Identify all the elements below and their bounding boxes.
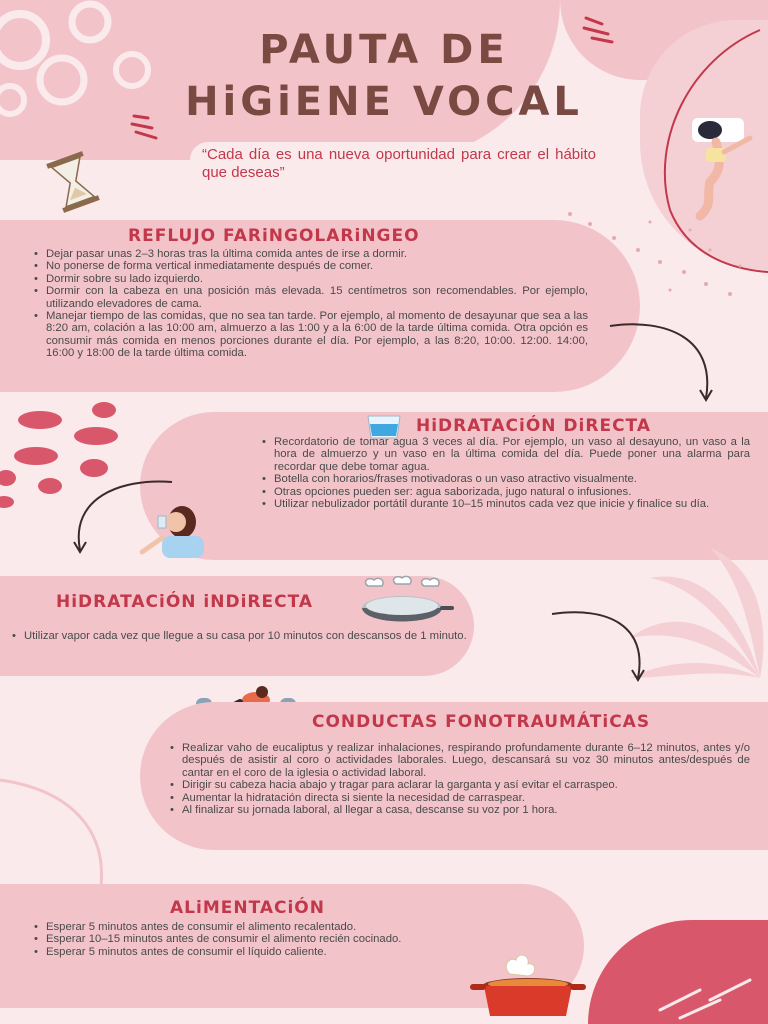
conductas-list [170,742,750,816]
directa-list [262,436,750,510]
cooking-pot-icon [470,952,590,1022]
list-item: • Botella con horarios/frases motivadoras o un vaso atractivo visualmente. [262,473,750,485]
conductas-title: CONDUCTAS FONOTRAUMÁTiCAS [312,712,651,732]
indirecta-title: HiDRATACiÓN iNDiRECTA [56,592,314,612]
list-item: • Dirigir su cabeza hacia abajo y tragar para aclarar la garganta y así evitar el carraspeo. [170,779,750,791]
list-item: • Aumentar la hidratación directa si siente la necesidad de carraspear. [170,792,750,804]
list-item: • Dormir con la cabeza en una posición más elevada. 15 centímetros son recomendables. Por ejemplo, utilizando elevadores de cama. [34,285,588,310]
reflujo-title: REFLUJO FARiNGOLARiNGEO [128,226,420,246]
list-item: • Esperar 5 minutos antes de consumir el alimento recalentado. [34,921,564,933]
alimentacion-title: ALiMENTACiÓN [170,898,325,918]
list-item: • Otras opciones pueden ser: agua saborizada, jugo natural o infusiones. [262,486,750,498]
hourglass-icon [38,152,108,212]
indirecta-list [12,630,474,642]
title-line-1: PAUTA DE [259,27,509,73]
list-item: • No ponerse de forma vertical inmediatamente después de comer. [34,260,588,272]
list-item: • Recordatorio de tomar agua 3 veces al día. Por ejemplo, un vaso al desayuno, un vaso a la hora de almuerzo y un vaso en la última comida del día. Puede poner una alarma para recordar que debe tomar agua. [262,436,750,473]
decorative-curve [0,770,120,900]
list-item: • Manejar tiempo de las comidas, que no sea tan tarde. Por ejemplo, al momento de desayunar que sea a las 8:20 am, colación a las 10:00 am, almuerzo a las 1:00 y a la 6:00 de la tarde última comida. Otra opción es consumir más comida en menos porciones durante el día. Por ejemplo, a las 8:20, 10:00. 12:00. 14:00, 16:00 y 18:00 de la tarde última comida. [34,310,588,360]
steam-pan-icon [354,576,454,632]
arrow-icon [606,318,716,408]
list-item: • Realizar vaho de eucaliptus y realizar inhalaciones, respirando profundamente durante 6–12 minutos, antes y/o después de asistir al coro o actividades laborales. Luego, descansará su voz 30 minutos antes/después de cantar en el coro de la iglesia o actividad laboral. [170,742,750,779]
list-item: • Utilizar vapor cada vez que llegue a su casa por 10 minutos con descansos de 1 minuto. [12,630,474,642]
arrow-icon [548,606,648,686]
title-line-2: HiGiENE VOCAL [185,79,583,125]
quote-box [190,142,608,202]
list-item: • Utilizar nebulizador portátil durante 10–15 minutos cada vez que inicie y finalice su día. [262,498,750,510]
drinking-woman-icon [132,502,218,558]
list-item: • Dejar pasar unas 2–3 horas tras la última comida antes de irse a dormir. [34,248,588,260]
page-title [0,24,768,128]
list-item: • Esperar 10–15 minutos antes de consumir el alimento recién cocinado. [34,933,564,945]
directa-title: HiDRATACiÓN DiRECTA [416,416,651,436]
list-item: • Al finalizar su jornada laboral, al llegar a casa, descanse su voz por 1 hora. [170,804,750,816]
quote-text: “Cada día es una nueva oportunidad para crear el hábito que deseas” [202,146,596,181]
reflujo-list [34,248,588,360]
sleeping-woman-icon [680,112,760,222]
list-item: • Esperar 5 minutos antes de consumir el líquido caliente. [34,946,564,958]
dash-pattern [640,960,768,1020]
list-item: • Dormir sobre su lado izquierdo. [34,273,588,285]
